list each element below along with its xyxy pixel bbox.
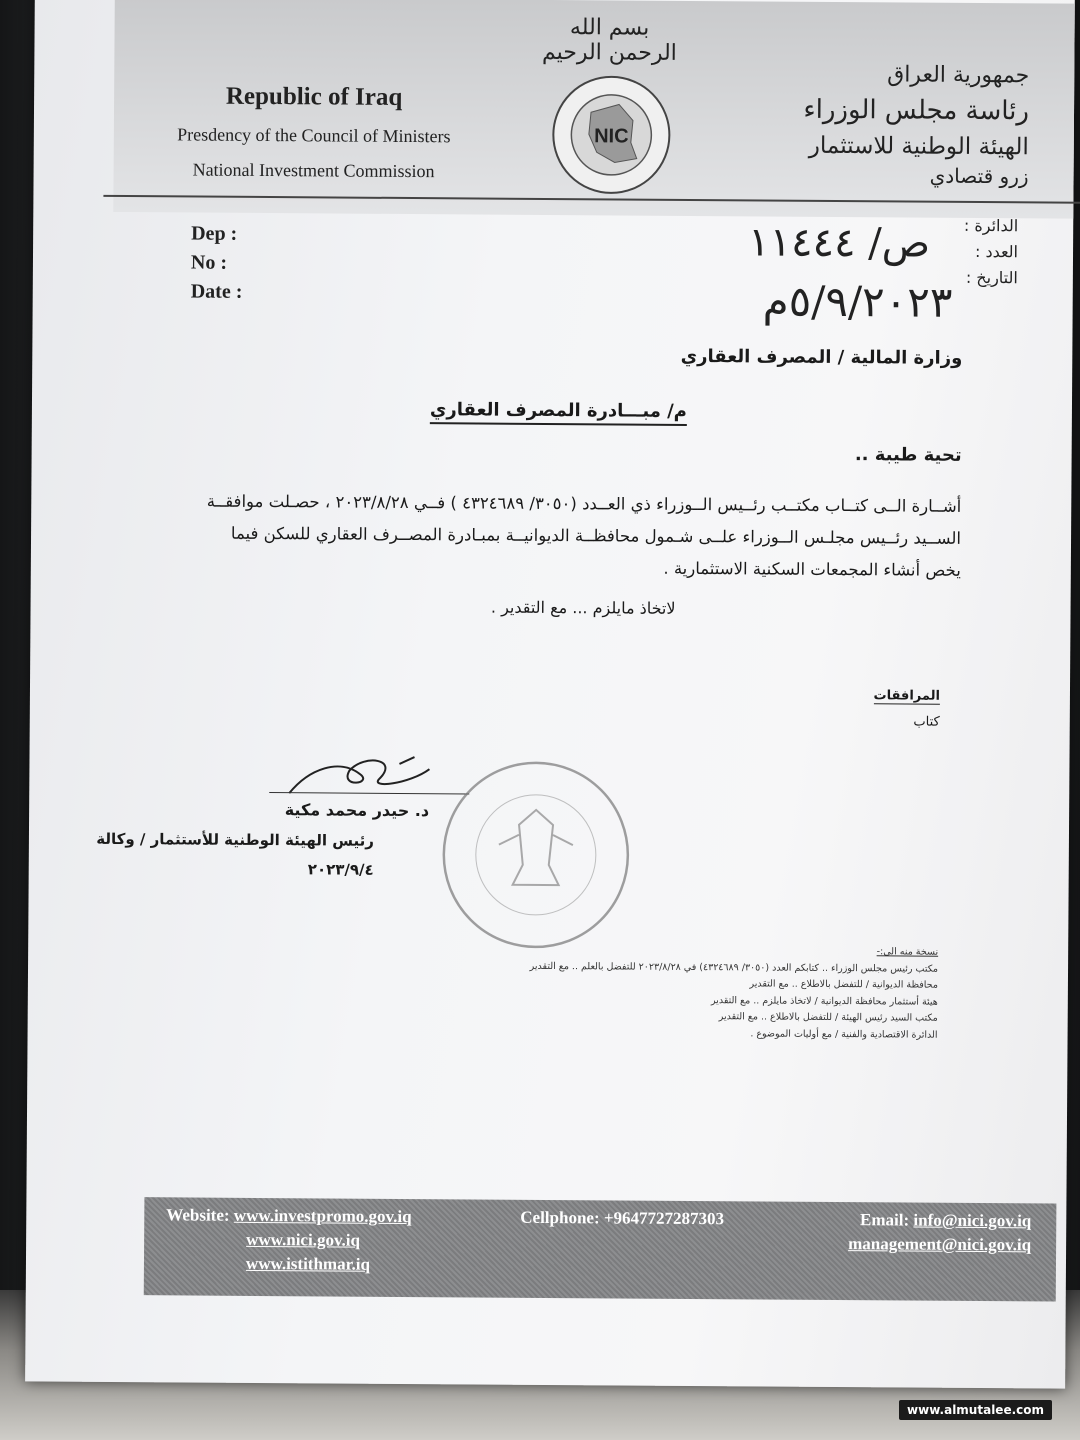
- letter-number: ص/ ١١٤٤٤: [747, 219, 931, 267]
- basmala: بسم الله الرحمن الرحيم: [541, 15, 677, 66]
- attachments-label: المرافقات: [873, 688, 941, 704]
- cellphone-label: Cellphone:: [520, 1207, 600, 1228]
- footer-emails: [848, 1208, 1031, 1257]
- watermark: www.almutalee.com: [899, 1400, 1052, 1420]
- meta-english: [191, 219, 243, 306]
- letterhead-title: Republic of Iraq: [225, 82, 403, 111]
- greeting: تحية طيبة ..: [854, 444, 962, 466]
- ar-no-label: العدد :: [974, 241, 1019, 262]
- date-label: Date :: [190, 280, 243, 303]
- website-label: Website:: [166, 1205, 230, 1225]
- letterhead-ar-line-4: زرو قتصادي: [929, 163, 1029, 189]
- copies-label: نسخة منه الى:-: [876, 946, 939, 958]
- signer-title: رئيس الهيئة الوطنية للأستثمار / وكالة: [96, 829, 374, 850]
- letterhead-ar-line-1: جمهورية العراق: [887, 62, 1030, 89]
- copies-line: هيئة أستثمار محافظة الديوانية / لاتخاذ مايلزم .. مع التقدير: [710, 994, 938, 1008]
- letterhead-footer: [144, 1197, 1057, 1301]
- email-link-2[interactable]: management@nici.gov.iq: [848, 1234, 1032, 1255]
- closing: لاتخاذ مايلزم ... مع التقدير .: [490, 597, 676, 618]
- signature-date: ٢٠٢٣/٩/٤: [307, 860, 374, 879]
- cellphone-value: +9647727287303: [603, 1208, 725, 1229]
- letter-date: ٥/٩/٢٠٢٣م: [762, 276, 953, 327]
- attachment-item: كتاب: [913, 714, 940, 730]
- copies-line: مكتب رئيس مجلس الوزراء .. كتابكم العدد (٣٠٥٠/ ٤٣٢٤٦٨٩) في ٢٠٢٣/٨/٢٨ للتفضل بالعلم .. مع التقدير: [529, 960, 939, 975]
- email-label: Email:: [860, 1210, 910, 1230]
- copies-list: [218, 940, 939, 1044]
- website-link-2[interactable]: www.nici.gov.iq: [246, 1229, 361, 1250]
- email-link-1[interactable]: info@nici.gov.iq: [913, 1210, 1032, 1231]
- ar-date-label: التاريخ :: [965, 267, 1018, 288]
- meta-arabic: [963, 213, 1018, 291]
- nic-logo-icon: [548, 72, 674, 198]
- website-link-1[interactable]: www.investpromo.gov.iq: [233, 1205, 412, 1227]
- copies-line: الدائرة الاقتصادية والفنية / مع أوليات الموضوع .: [750, 1027, 938, 1041]
- ar-dep-label: الدائرة :: [963, 215, 1019, 236]
- letterhead-ar-line-2: رئاسة مجلس الوزراء: [803, 94, 1030, 127]
- dep-label: Dep :: [191, 222, 238, 245]
- copies-line: محافظة الديوانية / للتفضل بالاطلاع .. مع التقدير: [749, 978, 938, 991]
- copies-line: مكتب السيد رئيس الهيئة / للتفضل بالاطلاع .. مع التقدير: [718, 1011, 938, 1024]
- subject: م/ مبـــادرة المصرف العقاري: [430, 399, 687, 426]
- letter-paper: [25, 0, 1075, 1389]
- addressee: وزارة المالية / المصرف العقاري: [680, 345, 963, 369]
- signer-name: د. حيدر محمد مكية: [284, 800, 430, 821]
- no-label: No :: [190, 251, 228, 274]
- letterhead-subtitle-1: Presdency of the Council of Ministers: [177, 124, 451, 147]
- letterhead-english: [154, 82, 475, 182]
- letterhead-arabic: [769, 62, 1030, 189]
- website-link-3[interactable]: www.istithmar.iq: [245, 1253, 371, 1274]
- letterhead-subtitle-2: National Investment Commission: [192, 159, 435, 182]
- footer-websites: [166, 1203, 412, 1277]
- official-stamp-icon: [438, 754, 634, 955]
- body-paragraph: أشــارة الــى كتــاب مكتــب رئــيس الــوزراء ذي العــدد (٣٠٥٠/ ٤٣٢٤٦٨٩ ) فــي ٢٠٢٣/٨/٢٨ ، حصـلت موافقــة الســيد رئــيس مجلـس الــوزراء علــى شـمول محافظــة الديوانيــة بمبـادرة المصــرف العقاري للسكن فيما يخص أنشاء المجمعات السكنية الاستثمارية .: [206, 491, 962, 580]
- svg-text:NIC: NIC: [594, 125, 629, 148]
- footer-cellphone: [520, 1206, 724, 1231]
- letterhead-ar-line-3: الهيئة الوطنية للاستثمار: [808, 132, 1029, 161]
